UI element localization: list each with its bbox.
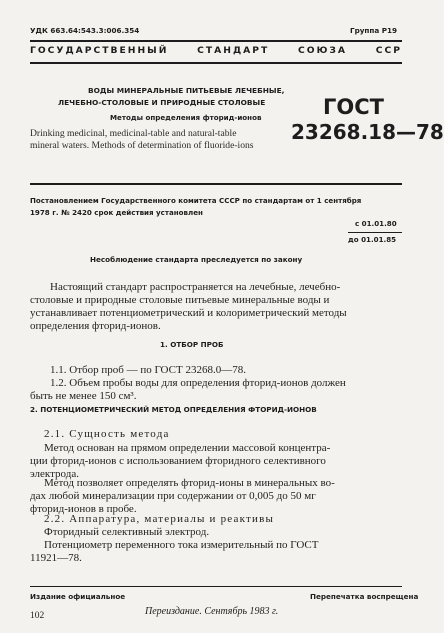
udc-code: УДК 663.64:543.3:006.354 <box>30 26 140 35</box>
header-word: СОЮЗА <box>298 45 347 56</box>
gost-number: 23268.18—78 <box>291 120 444 144</box>
section1-text <box>30 364 402 403</box>
header-bottom-rule <box>30 62 402 64</box>
date-divider <box>348 232 402 233</box>
subsection-2-1-para1 <box>30 442 402 481</box>
official-edition: Издание официальное <box>30 592 126 601</box>
title-method: Методы определения фторид-ионов <box>110 113 262 122</box>
standard-header <box>30 45 402 56</box>
title-ru-line1: ВОДЫ МИНЕРАЛЬНЫЕ ПИТЬЕВЫЕ ЛЕЧЕБНЫЕ, <box>88 86 285 95</box>
decree-line1: Постановлением Государственного комитета СССР по стандартам от 1 сентября <box>30 196 362 205</box>
title-bottom-rule <box>30 183 402 185</box>
subsection-2-2-para1 <box>30 526 402 539</box>
header-top-rule <box>30 40 402 42</box>
subsection-2-1-heading <box>30 428 402 441</box>
text-line: Метод основан на прямом определении массовой концентра- <box>44 442 331 454</box>
subsection-2-2-heading <box>30 513 402 526</box>
effective-from: с 01.01.80 <box>355 219 397 228</box>
text-line: Метод позволяет определять фторид-ионы в минеральных во- <box>44 477 335 489</box>
title-ru-line2: ЛЕЧЕБНО-СТОЛОВЫЕ И ПРИРОДНЫЕ СТОЛОВЫЕ <box>58 98 266 107</box>
text-line: столовые и природные столовые питьевые минеральные воды и <box>30 294 330 306</box>
text-line: дах любой минерализации при содержании от 0,005 до 50 мг <box>30 490 316 502</box>
page-number: 102 <box>30 611 45 621</box>
title-en-line1: Drinking medicinal, medicinal-table and natural-table <box>30 128 237 139</box>
subsection-2-1-para2 <box>30 477 402 516</box>
text-line: 11921—78. <box>30 552 82 564</box>
decree-line2: 1978 г. № 2420 срок действия установлен <box>30 208 203 217</box>
header-word: ССР <box>375 45 402 56</box>
effective-to: до 01.01.85 <box>348 235 397 244</box>
section1-title: 1. ОТБОР ПРОБ <box>160 340 224 349</box>
text-line: устанавливает потенциометрический и колориметрический методы <box>30 307 347 319</box>
gost-label: ГОСТ <box>323 95 384 119</box>
footer-rule <box>30 586 402 587</box>
intro-paragraph <box>30 281 402 333</box>
reprint-prohibited: Перепечатка воспрещена <box>310 592 419 601</box>
text-line: определения фторид-ионов. <box>30 320 161 332</box>
text-line: 2.2. Аппаратура, материалы и реактивы <box>44 513 275 525</box>
text-line: быть не менее 150 см³. <box>30 390 137 402</box>
subsection-2-2-para2 <box>30 539 402 565</box>
text-line: электрода. <box>30 468 79 480</box>
header-word: ГОСУДАРСТВЕННЫЙ <box>30 45 169 56</box>
title-en-line2: mineral waters. Methods of determination of fluoride-ions <box>30 140 254 151</box>
text-line: ции фторид-ионов с использованием фторидного селективного <box>30 455 326 467</box>
legal-notice: Несоблюдение стандарта преследуется по закону <box>90 255 303 264</box>
text-line: Настоящий стандарт распространяется на лечебные, лечебно- <box>50 281 341 293</box>
text-line: Потенциометр переменного тока измерительный по ГОСТ <box>44 539 319 551</box>
text-line: фторид-ионов в пробе. <box>30 503 137 515</box>
text-line: 2.1. Сущность метода <box>44 428 170 440</box>
text-line: Фторидный селективный электрод. <box>44 526 210 538</box>
header-word: СТАНДАРТ <box>197 45 270 56</box>
reissue-note: Переиздание. Сентябрь 1983 г. <box>145 606 279 617</box>
group-code: Группа Р19 <box>350 26 397 35</box>
text-line: 1.1. Отбор проб — по ГОСТ 23268.0—78. <box>50 364 246 376</box>
section2-title: 2. ПОТЕНЦИОМЕТРИЧЕСКИЙ МЕТОД ОПРЕДЕЛЕНИЯ ФТОРИД-ИОНОВ <box>30 405 317 414</box>
text-line: 1.2. Объем пробы воды для определения фторид-ионов должен <box>50 377 346 389</box>
